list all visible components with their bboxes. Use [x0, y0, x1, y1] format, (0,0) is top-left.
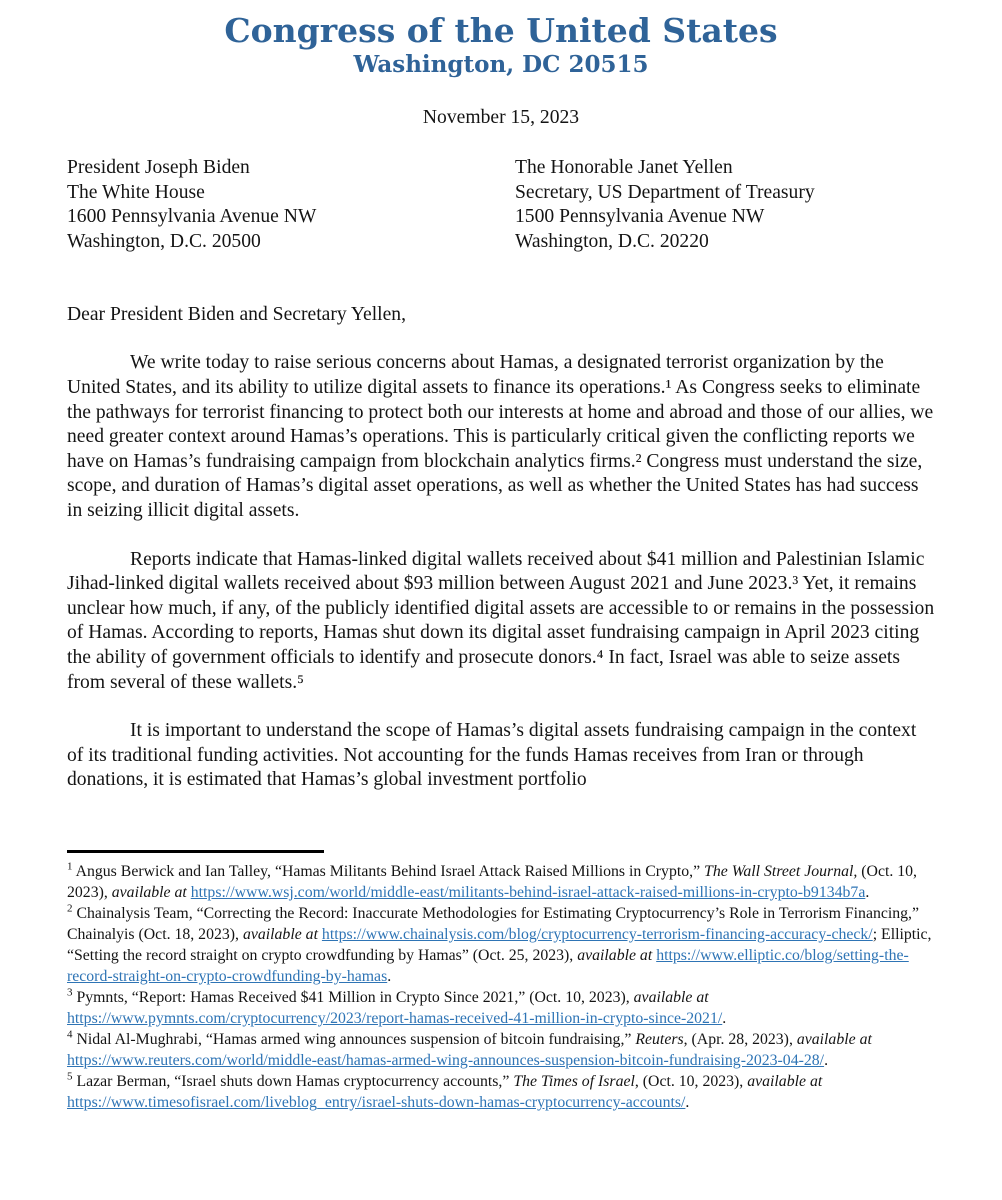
- footnote-3: [67, 987, 935, 1029]
- recipient-line: 1500 Pennsylvania Avenue NW: [515, 206, 765, 228]
- footnote-italic-text: available at: [796, 1030, 872, 1048]
- recipient-line: Washington, D.C. 20220: [515, 230, 709, 252]
- salutation: Dear President Biden and Secretary Yellen,: [67, 304, 406, 326]
- body-paragraph-3: It is important to understand the scope of Hamas’s digital assets fundraising campaign in the context of its traditional funding activities. Not accounting for the funds Hamas receives from Iran or through donations, it is estimated that Hamas’s global investment portfolio: [67, 720, 917, 791]
- footnote-text: .: [722, 1009, 727, 1027]
- recipient-blocks: [67, 156, 935, 254]
- footnote-italic-text: available at: [633, 988, 709, 1006]
- footnote-text: .: [387, 967, 392, 985]
- recipient-line: Washington, D.C. 20500: [67, 230, 261, 252]
- letterhead-subtitle: Washington, DC 20515: [353, 51, 649, 78]
- letterhead: [67, 12, 935, 78]
- footnote-text: (Oct. 10, 2023),: [67, 862, 917, 901]
- footnotes-section: [67, 861, 935, 1113]
- footnote-text: Nidal Al-Mughrabi, “Hamas armed wing announces suspension of bitcoin fundraising,”: [76, 1030, 636, 1048]
- recipient-block-secretary: [515, 156, 935, 254]
- footnote-italic-text: available at: [111, 883, 187, 901]
- footnote-italic-text: The Wall Street Journal,: [704, 862, 858, 880]
- footnote-separator: [67, 850, 324, 853]
- footnote-marker: 2: [67, 902, 73, 915]
- footnote-marker: 3: [67, 986, 73, 999]
- footnote-text: Pymnts, “Report: Hamas Received $41 Million in Crypto Since 2021,” (Oct. 10, 2023),: [76, 988, 634, 1006]
- footnote-marker: 5: [67, 1070, 73, 1083]
- footnote-marker: 1: [67, 860, 73, 873]
- footnote-text: , (Apr. 28, 2023),: [683, 1030, 797, 1048]
- recipient-line: President Joseph Biden: [67, 157, 250, 178]
- date-line: November 15, 2023: [422, 107, 580, 128]
- footnote-link[interactable]: https://www.pymnts.com/cryptocurrency/2023/report-hamas-received-41-million-in-crypto-since-2021/: [67, 1009, 723, 1027]
- footnote-text: ; Elliptic, “Setting the record straight on crypto crowdfunding by Hamas” (Oct. 25, 2023),: [67, 925, 932, 964]
- footnote-text: .: [685, 1093, 690, 1111]
- footnote-text: Chainalysis Team, “Correcting the Record: Inaccurate Methodologies for Estimating Cryptocurrency’s Role in Terrorism Financing,” Chainalyis (Oct. 18, 2023),: [67, 904, 920, 943]
- recipient-block-president: [67, 156, 515, 254]
- letterhead-title: Congress of the United States: [224, 11, 778, 50]
- footnote-link[interactable]: https://www.chainalysis.com/blog/cryptocurrency-terrorism-financing-accuracy-check/: [321, 925, 873, 943]
- footnote-italic-text: available at: [747, 1072, 823, 1090]
- recipient-line: The Honorable Janet Yellen: [515, 157, 733, 178]
- body-paragraph-2: Reports indicate that Hamas-linked digital wallets received about $41 million and Palestinian Islamic Jihad-linked digital wallets received about $93 million between August 2021 and June 2023.³ Yet, it remains unclear how much, if any, of the publicly identified digital assets are accessible to or remains in the possession of Hamas. According to reports, Hamas shut down its digital asset fundraising campaign in April 2023 citing the ability of government officials to identify and prosecute donors.⁴ In fact, Israel was able to seize assets from several of these wallets.⁵: [67, 548, 935, 693]
- recipient-line: 1600 Pennsylvania Avenue NW: [67, 206, 317, 228]
- footnote-marker: 4: [67, 1028, 73, 1041]
- footnote-italic-text: available at: [577, 946, 653, 964]
- footnote-link[interactable]: https://www.timesofisrael.com/liveblog_entry/israel-shuts-down-hamas-cryptocurrency-accounts/: [67, 1093, 686, 1111]
- footnote-2: [67, 903, 935, 987]
- footnote-italic-text: Reuters: [635, 1030, 684, 1048]
- footnote-italic-text: available at: [242, 925, 318, 943]
- footnote-5: [67, 1071, 935, 1113]
- recipient-line: The White House: [67, 181, 205, 203]
- footnote-link[interactable]: https://www.reuters.com/world/middle-east/hamas-armed-wing-announces-suspension-bitcoin-fundraising-2023-04-28/: [67, 1051, 825, 1069]
- footnote-text: Angus Berwick and Ian Talley, “Hamas Militants Behind Israel Attack Raised Millions in Crypto,”: [75, 862, 705, 880]
- footnote-4: [67, 1029, 935, 1071]
- footnote-text: .: [824, 1051, 829, 1069]
- body-paragraph-1: We write today to raise serious concerns about Hamas, a designated terrorist organization by the United States, and its ability to utilize digital assets to finance its operations.¹ As Congress seeks to eliminate the pathways for terrorist financing to protect both our interests at home and abroad and those of our allies, we need greater context around Hamas’s operations. This is particularly critical given the conflicting reports we have on Hamas’s fundraising campaign from blockchain analytics firms.² Congress must understand the size, scope, and duration of Hamas’s digital asset operations, as well as whether the United States has had success in seizing illicit digital assets.: [67, 352, 934, 521]
- footnote-1: [67, 861, 935, 903]
- footnote-link[interactable]: https://www.elliptic.co/blog/setting-the-record-straight-on-crypto-crowdfunding-by-hamas: [67, 946, 909, 985]
- recipient-line: Secretary, US Department of Treasury: [515, 181, 815, 203]
- footnote-text: , (Oct. 10, 2023),: [634, 1072, 748, 1090]
- footnote-text: .: [865, 883, 870, 901]
- footnote-link[interactable]: https://www.wsj.com/world/middle-east/militants-behind-israel-attack-raised-millions-in-crypto-b9134b7a: [190, 883, 866, 901]
- footnote-italic-text: The Times of Israel: [513, 1072, 635, 1090]
- footnote-text: Lazar Berman, “Israel shuts down Hamas cryptocurrency accounts,”: [76, 1072, 514, 1090]
